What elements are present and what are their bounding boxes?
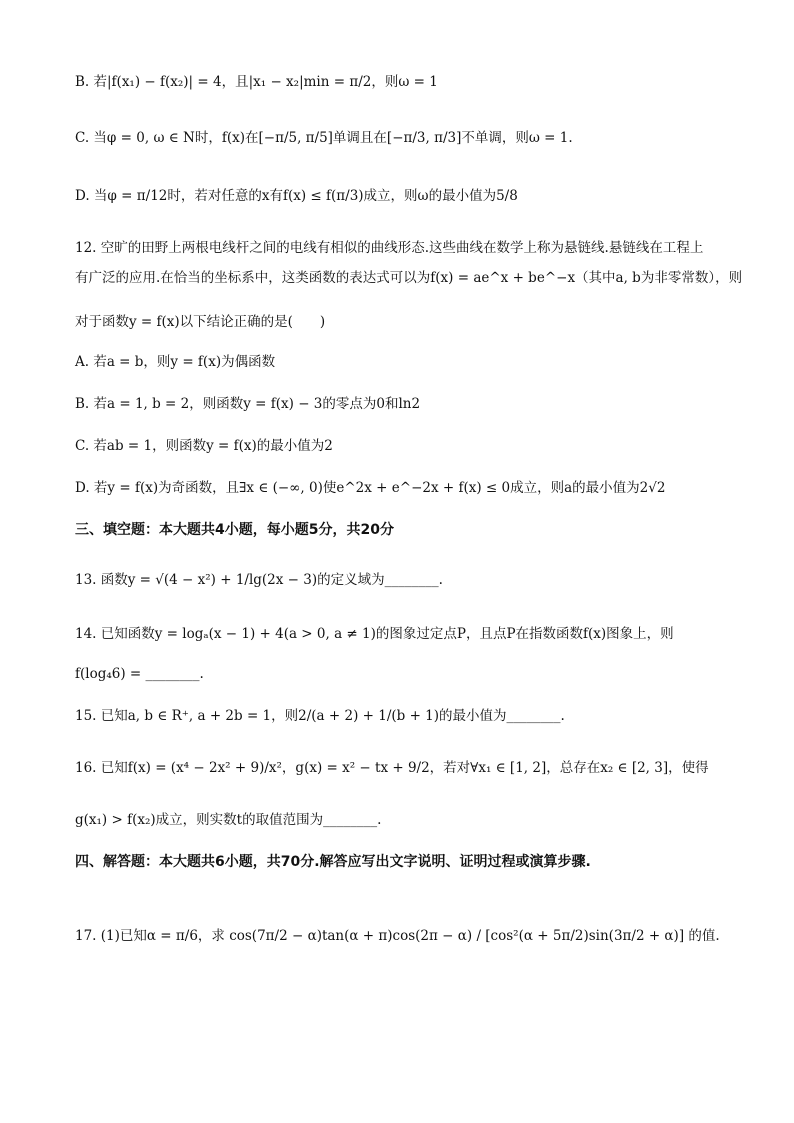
question-12-line3 bbox=[75, 312, 734, 332]
question-14-text-2: f(log₄6) = ________. bbox=[75, 666, 204, 682]
section-3-heading bbox=[75, 520, 734, 540]
option-12a-text: A. 若a = b，则y = f(x)为偶函数 bbox=[75, 354, 276, 370]
question-16-line1 bbox=[75, 758, 734, 778]
question-16-text-1: 16. 已知f(x) = (x⁴ − 2x² + 9)/x²，g(x) = x² − tx + 9/2，若对∀x₁ ∈ [1, 2]，总存在x₂ ∈ [2, 3]，使得 bbox=[75, 760, 709, 776]
option-12a bbox=[75, 352, 734, 372]
option-12d bbox=[75, 478, 734, 498]
section-4-title: 四、解答题：本大题共6小题，共70分.解答应写出文字说明、证明过程或演算步骤. bbox=[75, 854, 591, 870]
question-14-line2 bbox=[75, 664, 734, 684]
question-12-text-3: 对于函数y = f(x)以下结论正确的是( ) bbox=[75, 314, 326, 330]
question-13 bbox=[75, 570, 734, 590]
option-11b-text: B. 若|f(x₁) − f(x₂)| = 4，且|x₁ − x₂|min = π/2，则ω = 1 bbox=[75, 74, 438, 90]
option-12d-text: D. 若y = f(x)为奇函数，且∃x ∈ (−∞, 0)使e^2x + e^−2x + f(x) ≤ 0成立，则a的最小值为2√2 bbox=[75, 480, 666, 496]
option-12b bbox=[75, 394, 734, 414]
option-11d-text: D. 当φ = π/12时，若对任意的x有f(x) ≤ f(π/3)成立，则ω的最小值为5/8 bbox=[75, 188, 518, 204]
option-12c bbox=[75, 436, 734, 456]
option-12c-text: C. 若ab = 1，则函数y = f(x)的最小值为2 bbox=[75, 438, 333, 454]
question-12-line1 bbox=[75, 238, 734, 258]
question-15-text: 15. 已知a, b ∈ R⁺, a + 2b = 1，则2/(a + 2) + 1/(b + 1)的最小值为________. bbox=[75, 708, 565, 724]
section-3-title: 三、填空题：本大题共4小题，每小题5分，共20分 bbox=[75, 522, 394, 538]
question-12-line2 bbox=[75, 268, 743, 288]
question-14-line1 bbox=[75, 624, 734, 644]
option-11d bbox=[75, 186, 734, 206]
option-11b bbox=[75, 72, 734, 92]
option-12b-text: B. 若a = 1, b = 2，则函数y = f(x) − 3的零点为0和ln2 bbox=[75, 396, 421, 412]
question-13-text: 13. 函数y = √(4 − x²) + 1/lg(2x − 3)的定义域为________. bbox=[75, 572, 443, 588]
question-16-line2 bbox=[75, 810, 734, 830]
question-12-text-2: 有广泛的应用.在恰当的坐标系中，这类函数的表达式可以为f(x) = ae^x + be^−x（其中a, b为非零常数），则 bbox=[75, 270, 743, 286]
option-11c bbox=[75, 128, 734, 148]
question-17-text: 17. (1)已知α = π/6，求 cos(7π/2 − α)tan(α + π)cos(2π − α) / [cos²(α + 5π/2)sin(3π/2 + α)] 的值. bbox=[75, 928, 720, 944]
question-15 bbox=[75, 706, 734, 726]
question-12-text-1: 12. 空旷的田野上两根电线杆之间的电线有相似的曲线形态.这些曲线在数学上称为悬链线.悬链线在工程上 bbox=[75, 240, 704, 256]
question-16-text-2: g(x₁) > f(x₂)成立，则实数t的取值范围为________. bbox=[75, 812, 382, 828]
question-17 bbox=[75, 926, 734, 946]
question-14-text-1: 14. 已知函数y = logₐ(x − 1) + 4(a > 0, a ≠ 1)的图象过定点P，且点P在指数函数f(x)图象上，则 bbox=[75, 626, 674, 642]
section-4-heading bbox=[75, 852, 734, 872]
option-11c-text: C. 当φ = 0, ω ∈ N时，f(x)在[−π/5, π/5]单调且在[−π/3, π/3]不单调，则ω = 1. bbox=[75, 130, 573, 146]
